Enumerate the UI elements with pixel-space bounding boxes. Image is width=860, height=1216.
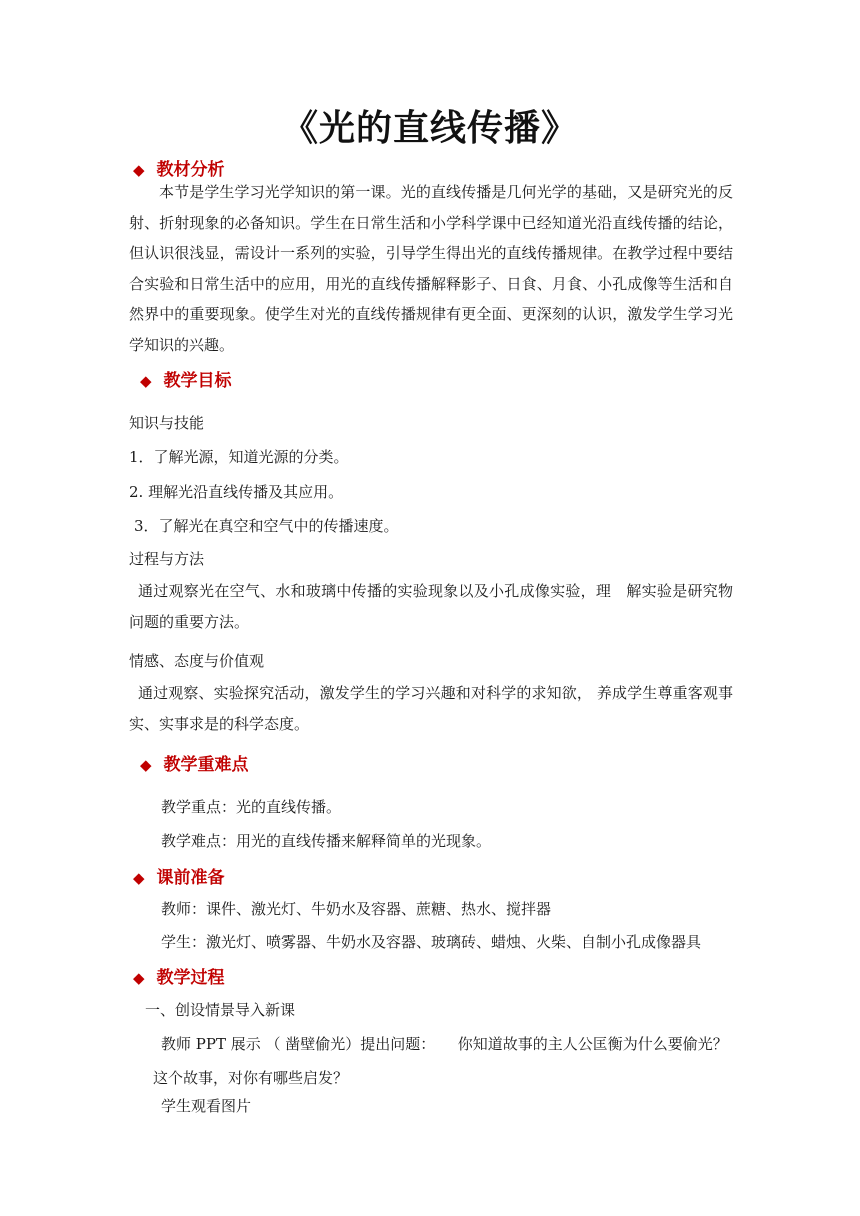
process-methods-title: 过程与方法: [129, 550, 205, 568]
diamond-bullet-icon: ◆: [133, 869, 145, 887]
goal-item-3: 3．了解光在真空和空气中的传播速度。: [134, 517, 399, 535]
key-point-text: 教学重点：光的直线传播。: [161, 798, 342, 816]
question-continuation: 这个故事，对你有哪些启发？: [153, 1069, 349, 1087]
section-heading-preparation: ◆ 课前准备: [133, 868, 225, 888]
diamond-bullet-icon: ◆: [133, 161, 145, 179]
textbook-analysis-paragraph: 本节是学生学习光学知识的第一课。光的直线传播是几何光学的基础，又是研究光的反射、折射现象的必备知识。学生在日常生活和小学科学课中已经知道光沿直线传播的结论，但认识很浅显，需设计一系列的实验，引导学生得出光的直线传播规律。在教学过程中要结合实验和日常生活中的应用，用光的直线传播解释影子、日食、月食、小孔成像等生活和自然界中的重要现象。使学生对光的直线传播规律有更全面、更深刻的认识，激发学生学习光学知识的兴趣。: [129, 183, 733, 354]
section-heading-teaching-process: ◆ 教学过程: [133, 968, 225, 988]
student-watch-text: 学生观看图片: [161, 1097, 252, 1115]
student-materials-text: 学生：激光灯、喷雾器、牛奶水及容器、玻璃砖、蜡烛、火柴、自制小孔成像器具: [161, 933, 702, 951]
teacher-ppt-question: 教师 PPT 展示 （ 凿壁偷光）提出问题： 你知道故事的主人公匡衡为什么要偷光？: [161, 1035, 728, 1053]
process-methods-text: 通过观察光在空气、水和玻璃中传播的实验现象以及小孔成像实验，理 解实验是研究物问题的重要方法。: [129, 582, 733, 631]
diamond-bullet-icon: ◆: [140, 372, 152, 390]
step-one-title: 一、创设情景导入新课: [145, 1001, 296, 1019]
difficult-point-text: 教学难点：用光的直线传播来解释简单的光现象。: [161, 832, 492, 850]
document-title: 《光的直线传播》: [281, 107, 578, 149]
section-heading-textbook-analysis: ◆ 教材分析: [133, 160, 225, 180]
emotion-values-text: 通过观察、实验探究活动，激发学生的学习兴趣和对科学的求知欲， 养成学生尊重客观事实、实事求是的科学态度。: [129, 684, 733, 733]
section-heading-teaching-goals: ◆ 教学目标: [140, 371, 232, 391]
goal-item-2: 2. 理解光沿直线传播及其应用。: [129, 483, 344, 501]
section-heading-key-difficult-points: ◆ 教学重难点: [140, 755, 249, 775]
emotion-values-title: 情感、态度与价值观: [129, 652, 265, 670]
goal-item-1: 1．了解光源，知道光源的分类。: [129, 448, 349, 466]
knowledge-skills-title: 知识与技能: [129, 414, 205, 432]
teacher-materials-text: 教师：课件、激光灯、牛奶水及容器、蔗糖、热水、搅拌器: [161, 900, 552, 918]
diamond-bullet-icon: ◆: [140, 756, 152, 774]
diamond-bullet-icon: ◆: [133, 969, 145, 987]
